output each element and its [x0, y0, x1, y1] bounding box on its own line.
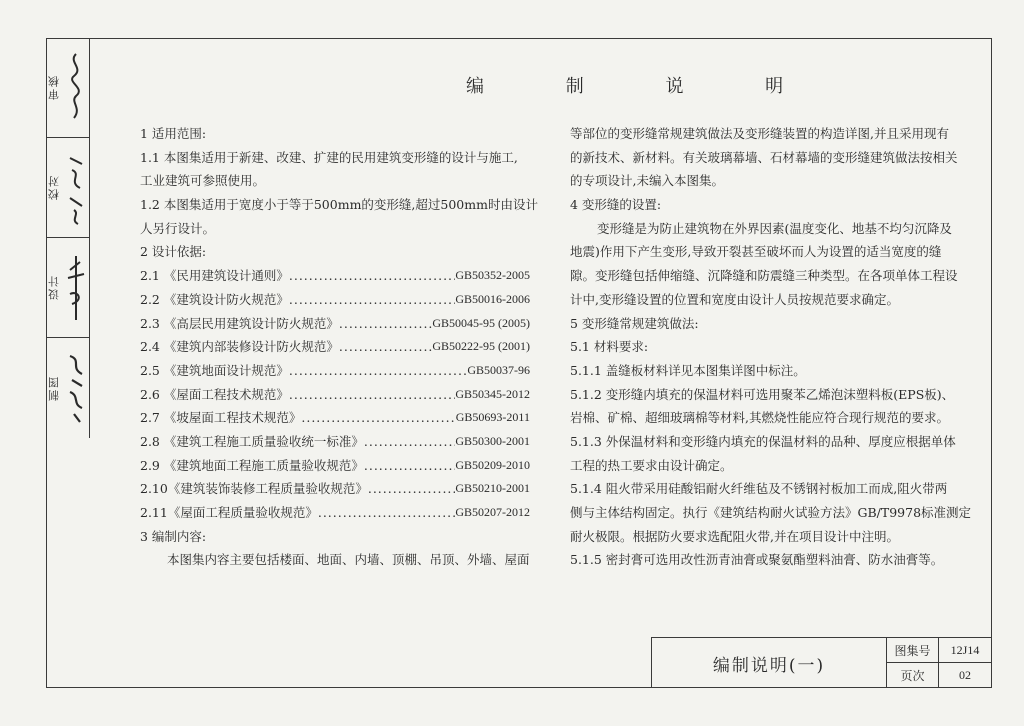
page-title: 编 制 说 明: [466, 76, 822, 97]
ref-number: 2.10: [140, 481, 168, 497]
text-line: 2 设计依据:: [140, 244, 207, 260]
ref-code: GB50693-2011: [455, 410, 530, 425]
ref-number: 2.11: [140, 505, 168, 520]
text-line: 本图集内容主要包括楼面、地面、内墙、顶棚、吊顶、外墙、屋面: [167, 552, 530, 568]
text-line: 隙。变形缝包括伸缩缝、沉降缝和防震缝三种类型。在各项单体工程设: [570, 268, 958, 284]
text-line: 1.2 本图集适用于宽度小于等于500mm的变形缝,超过500mm时由设计: [140, 197, 538, 213]
text-line: 岩棉、矿棉、超细玻璃棉等材料,其燃烧性能应符合现行规范的要求。: [570, 410, 949, 426]
signature-review: [62, 38, 90, 137]
text-line: 5.1 材料要求:: [570, 339, 649, 355]
ref-number: 2.2: [140, 291, 160, 307]
title-block: [651, 637, 992, 688]
ref-name: 《高层民用建筑设计防火规范》: [163, 315, 339, 331]
reference-item: [140, 359, 530, 383]
text-line: 1 适用范围:: [140, 126, 207, 141]
page-number-label: 页次: [887, 663, 939, 688]
ref-number: 2.1: [140, 268, 160, 284]
sidebar-row-drawing: [46, 338, 90, 438]
reference-item: [140, 264, 530, 288]
ref-code: GB50352-2005: [455, 268, 530, 283]
ref-code: GB50222-95 (2001): [432, 339, 530, 354]
page-number-value: 02: [959, 668, 971, 682]
reference-item: [140, 501, 530, 525]
ref-code: GB50300-2001: [455, 433, 530, 448]
ref-code: GB50016-2006: [455, 291, 530, 306]
signature-check: [62, 138, 90, 237]
left-column: [140, 122, 538, 572]
sidebar-label-design: 设计: [46, 238, 62, 337]
reference-item: [140, 454, 530, 478]
ref-code: GB50045-95 (2005): [432, 315, 530, 330]
ref-number: 2.8: [140, 433, 160, 449]
reference-item: [140, 383, 530, 407]
atlas-number-label: 图集号: [887, 638, 939, 663]
atlas-number-value: 12J14: [939, 638, 991, 663]
text-line: 工程的热工要求由设计确定。: [570, 457, 733, 473]
drawing-name: 编制说明(一): [652, 638, 887, 688]
ref-code: GB50207-2012: [455, 505, 530, 519]
ref-name: 《建筑设计防火规范》: [163, 291, 289, 307]
ref-name: 《建筑地面设计规范》: [163, 362, 289, 378]
reference-item: [140, 406, 530, 430]
sidebar-row-check: [46, 138, 90, 238]
reference-item: [140, 335, 530, 359]
ref-code: GB50210-2001: [455, 481, 530, 496]
sidebar-label-drawing: 制图: [46, 338, 62, 438]
text-line: 耐火极限。根据防火要求选配阻火带,并在项目设计中注明。: [570, 528, 899, 544]
text-line: 地震)作用下产生变形,导致开裂甚至破坏而人为设置的适当宽度的缝: [570, 244, 942, 260]
text-line: 变形缝是为防止建筑物在外界因素(温度变化、地基不均匀沉降及: [597, 220, 952, 236]
reference-item: [140, 430, 530, 454]
ref-name: 《坡屋面工程技术规范》: [163, 410, 302, 426]
ref-name: 《民用建筑设计通则》: [163, 268, 289, 284]
text-line: 1.1 本图集适用于新建、改建、扩建的民用建筑变形缝的设计与施工,: [140, 149, 518, 165]
signature-drawing: [62, 338, 90, 438]
sidebar-label-check: 校对: [46, 138, 62, 237]
right-column: [570, 122, 972, 572]
text-line: 4 变形缝的设置:: [570, 197, 662, 213]
approval-sidebar: [46, 38, 90, 438]
sidebar-label-review: 审核: [46, 38, 62, 137]
ref-name: 《屋面工程技术规范》: [163, 386, 289, 402]
text-line: 5 变形缝常规建筑做法:: [570, 315, 699, 331]
reference-item: [140, 477, 530, 501]
sidebar-row-review: [46, 38, 90, 138]
ref-code: GB50209-2010: [455, 457, 530, 472]
text-line: 侧与主体结构固定。执行《建筑结构耐火试验方法》GB/T9978标准测定: [570, 505, 972, 520]
ref-number: 2.7: [140, 410, 160, 426]
ref-name: 《建筑内部装修设计防火规范》: [163, 339, 339, 355]
ref-code: GB50345-2012: [455, 386, 530, 401]
text-line: 等部位的变形缝常规建筑做法及变形缝装置的构造详图,并且采用现有: [570, 126, 949, 141]
text-line: 人另行设计。: [140, 220, 216, 236]
sidebar-row-design: [46, 238, 90, 338]
text-line: 5.1.1 盖缝板材料详见本图集详图中标注。: [570, 362, 806, 378]
ref-name: 《建筑装饰装修工程质量验收规范》: [167, 481, 368, 497]
ref-number: 2.9: [140, 457, 160, 473]
text-line: 的新技术、新材料。有关玻璃幕墙、石材幕墙的变形缝建筑做法按相关: [570, 149, 958, 165]
ref-number: 2.4: [140, 339, 160, 355]
text-line: 工业建筑可参照使用。: [140, 173, 266, 189]
text-line: 5.1.4 阻火带采用硅酸铝耐火纤维毡及不锈钢衬板加工而成,阻火带两: [570, 481, 948, 497]
ref-name: 《屋面工程质量验收规范》: [167, 505, 318, 520]
text-line: 计中,变形缝设置的位置和宽度由设计人员按规范要求确定。: [570, 291, 899, 307]
text-line: 5.1.2 变形缝内填充的保温材料可选用聚苯乙烯泡沫塑料板(EPS板)、: [570, 386, 955, 402]
ref-name: 《建筑地面工程施工质量验收规范》: [163, 457, 364, 473]
signature-design: [62, 238, 90, 337]
text-line: 5.1.3 外保温材料和变形缝内填充的保温材料的品种、厚度应根据单体: [570, 433, 956, 449]
ref-number: 2.3: [140, 315, 160, 331]
reference-item: [140, 312, 530, 336]
ref-code: GB50037-96: [467, 362, 530, 377]
ref-number: 2.5: [140, 362, 160, 378]
ref-number: 2.6: [140, 386, 160, 402]
text-line: 3 编制内容:: [140, 528, 207, 544]
reference-item: [140, 288, 530, 312]
text-line: 5.1.5 密封膏可选用改性沥青油膏或聚氨酯塑料油膏、防水油膏等。: [570, 552, 944, 568]
text-line: 的专项设计,未编入本图集。: [570, 173, 724, 189]
ref-name: 《建筑工程施工质量验收统一标准》: [163, 433, 364, 449]
